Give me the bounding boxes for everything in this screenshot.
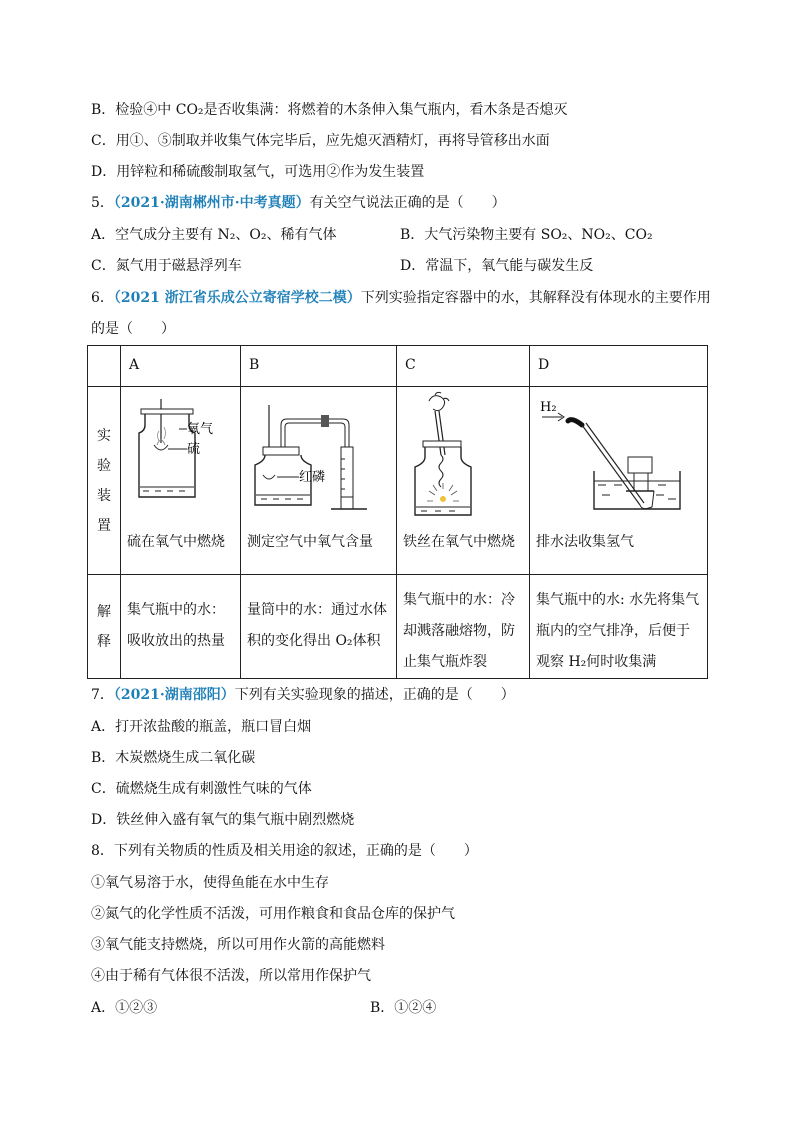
q5-option-b: B．大气污染物主要有 SO₂、NO₂、CO₂ — [400, 227, 653, 243]
caption-b: 测定空气中氧气含量 — [247, 534, 373, 550]
q7-source: （2021·湖南邵阳） — [113, 687, 235, 703]
explanation-b: 量筒中的水：通过水体积的变化得出 O₂体积 — [241, 575, 397, 679]
q4-option-d: D．用锌粒和稀硫酸制取氢气，可选用②作为发生装置 — [91, 164, 425, 180]
q8-item-4: ④由于稀有气体很不活泼，所以常用作保护气 — [91, 968, 371, 984]
q6-number: 6． — [91, 290, 114, 306]
explanation-c: 集气瓶中的水：冷却溅落融熔物，防止集气瓶炸裂 — [397, 575, 530, 679]
header-d: D — [530, 346, 708, 387]
q5-source: （2021·湖南郴州市·中考真题） — [113, 195, 310, 211]
apparatus-row — [88, 387, 708, 575]
explanation-row — [88, 575, 708, 679]
q6-text: 下列实验指定容器中的水，其解释没有体现水的主要作用 — [360, 290, 711, 306]
q7-option-d: D．铁丝伸入盛有氧气的集气瓶中剧烈燃烧 — [91, 812, 355, 828]
header-c: C — [397, 346, 530, 387]
q8-stem: 8．下列有关物质的性质及相关用途的叙述，正确的是（ ） — [91, 843, 478, 859]
q5-option-d: D．常温下，氧气能与碳发生反 — [400, 258, 594, 274]
q8-option-a: A．①②③ — [91, 1000, 158, 1016]
q7-option-a: A．打开浓盐酸的瓶盖，瓶口冒白烟 — [91, 719, 312, 735]
apparatus-a — [121, 387, 241, 575]
explanation-a: 集气瓶中的水：吸收放出的热量 — [121, 575, 241, 679]
q6-source: （2021 浙江省乐成公立寄宿学校二模） — [113, 290, 361, 306]
table-header-row — [88, 346, 708, 387]
apparatus-b — [241, 387, 397, 575]
iron-wire-figure — [397, 387, 528, 535]
caption-c: 铁丝在氧气中燃烧 — [403, 534, 515, 550]
q6-stem — [91, 288, 711, 308]
experiment-table — [87, 345, 708, 679]
q7-option-b: B．木炭燃烧生成二氧化碳 — [91, 750, 256, 766]
q5-option-c: C．氮气用于磁悬浮列车 — [91, 258, 242, 274]
q7-text: 下列有关实验现象的描述，正确的是（ ） — [234, 687, 515, 703]
row-label-explanation: 解 释 — [88, 575, 121, 679]
header-b: B — [241, 346, 397, 387]
apparatus-d — [530, 387, 708, 575]
q7-option-c: C．硫燃烧生成有刺激性气味的气体 — [91, 781, 312, 797]
red-phosphorus-label: 红磷 — [299, 470, 326, 485]
q8-item-3: ③氧气能支持燃烧，所以可用作火箭的高能燃料 — [91, 937, 385, 953]
explanation-d: 集气瓶中的水: 水先将集气瓶内的空气排净，后便于观察 H₂何时收集满 — [530, 575, 708, 679]
q5-text: 有关空气说法正确的是（ ） — [309, 195, 506, 211]
q4-option-b: B．检验④中 CO₂是否收集满：将燃着的木条伸入集气瓶内，看木条是否熄灭 — [91, 102, 568, 118]
q5-stem — [91, 193, 506, 213]
header-empty — [88, 346, 121, 387]
q6-stem-cont: 的是（ ） — [91, 321, 175, 337]
q8-option-b: B．①②④ — [370, 1000, 437, 1016]
q8-item-1: ①氧气易溶于水，使得鱼能在水中生存 — [91, 875, 329, 891]
caption-d: 排水法收集氢气 — [536, 534, 634, 550]
sulfur-label: 硫 — [187, 442, 201, 457]
sulfur-combustion-figure — [121, 387, 239, 535]
oxygen-label: 氧气 — [187, 422, 214, 437]
q5-option-a: A．空气成分主要有 N₂、O₂、稀有气体 — [91, 227, 337, 243]
q8-item-2: ②氮气的化学性质不活泼，可用作粮食和食品仓库的保护气 — [91, 906, 455, 922]
caption-a: 硫在氧气中燃烧 — [127, 534, 225, 550]
q7-number: 7． — [91, 687, 114, 703]
h2-label: H₂ — [540, 400, 557, 415]
oxygen-content-figure — [241, 387, 395, 535]
hydrogen-collection-figure — [530, 387, 706, 535]
header-a: A — [121, 346, 241, 387]
q7-stem — [91, 685, 515, 705]
q4-option-c: C．用①、⑤制取并收集气体完毕后，应先熄灭酒精灯，再将导管移出水面 — [91, 133, 550, 149]
q5-number: 5． — [91, 195, 114, 211]
apparatus-c — [397, 387, 530, 575]
row-label-apparatus: 实 验 装 置 — [88, 387, 121, 575]
